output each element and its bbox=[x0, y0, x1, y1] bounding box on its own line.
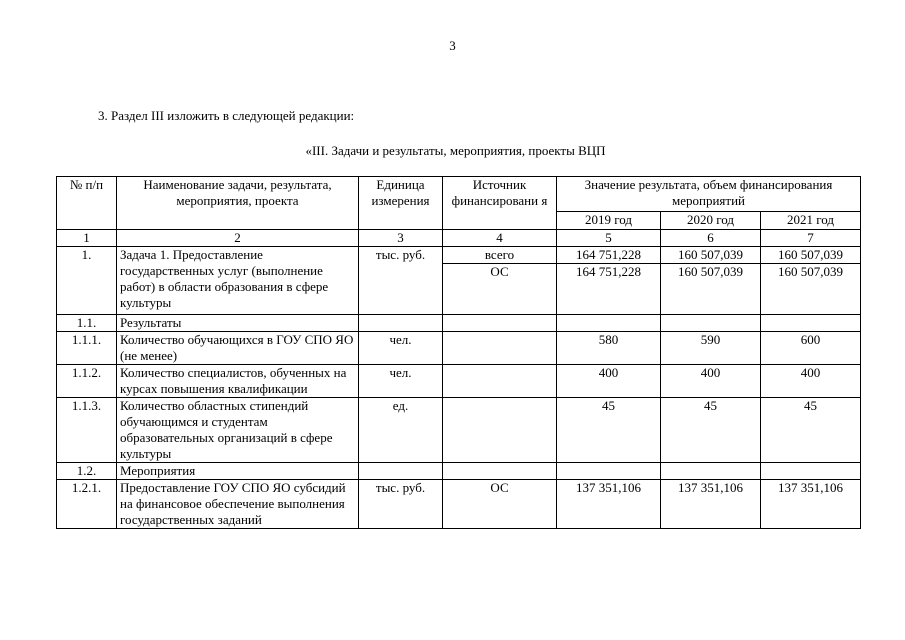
row-value-2019 bbox=[557, 315, 661, 332]
row-value-2019 bbox=[557, 463, 661, 480]
row-num: 1. bbox=[57, 247, 117, 315]
row-unit: тыс. руб. bbox=[359, 247, 443, 315]
table-row bbox=[57, 332, 861, 365]
row-value-2021: 600 bbox=[761, 332, 861, 365]
row-value-2021 bbox=[761, 315, 861, 332]
row-num: 1.1.3. bbox=[57, 398, 117, 463]
column-number: 1 bbox=[57, 230, 117, 247]
row-value-2020: 160 507,039 bbox=[661, 264, 761, 315]
table-row bbox=[57, 398, 861, 463]
row-source bbox=[443, 463, 557, 480]
row-num: 1.1.1. bbox=[57, 332, 117, 365]
table-row bbox=[57, 247, 861, 264]
row-num: 1.2. bbox=[57, 463, 117, 480]
column-number: 3 bbox=[359, 230, 443, 247]
table-row bbox=[57, 463, 861, 480]
row-unit: чел. bbox=[359, 332, 443, 365]
row-num: 1.1.2. bbox=[57, 365, 117, 398]
table-row bbox=[57, 365, 861, 398]
row-value-2020: 45 bbox=[661, 398, 761, 463]
vcp-table bbox=[56, 176, 861, 529]
row-value-2020: 137 351,106 bbox=[661, 480, 761, 529]
header-year-2021: 2021 год bbox=[761, 212, 861, 230]
row-num: 1.1. bbox=[57, 315, 117, 332]
row-unit bbox=[359, 315, 443, 332]
row-name: Предоставление ГОУ СПО ЯО субсидий на финансовое обеспечение выполнения государственных заданий bbox=[117, 480, 359, 529]
table-row bbox=[57, 480, 861, 529]
row-source bbox=[443, 365, 557, 398]
table-row bbox=[57, 315, 861, 332]
column-number: 2 bbox=[117, 230, 359, 247]
header-year-2020: 2020 год bbox=[661, 212, 761, 230]
header-value: Значение результата, объем финансирования мероприятий bbox=[557, 177, 861, 212]
page-number: 3 bbox=[449, 38, 456, 53]
row-value-2020: 160 507,039 bbox=[661, 247, 761, 264]
column-number: 4 bbox=[443, 230, 557, 247]
row-name: Количество областных стипендий обучающимся и студентам образовательных организаций в сфере культуры bbox=[117, 398, 359, 463]
row-source bbox=[443, 398, 557, 463]
row-unit: тыс. руб. bbox=[359, 480, 443, 529]
row-name: Задача 1. Предоставление государственных услуг (выполнение работ) в области образования в сфере культуры bbox=[117, 247, 359, 315]
row-value-2021: 137 351,106 bbox=[761, 480, 861, 529]
row-value-2019: 164 751,228 bbox=[557, 247, 661, 264]
row-unit: чел. bbox=[359, 365, 443, 398]
row-value-2021: 400 bbox=[761, 365, 861, 398]
row-name: Количество специалистов, обученных на курсах повышения квалификации bbox=[117, 365, 359, 398]
row-source bbox=[443, 332, 557, 365]
row-source bbox=[443, 315, 557, 332]
header-row bbox=[57, 177, 861, 212]
row-value-2021: 160 507,039 bbox=[761, 247, 861, 264]
header-name: Наименование задачи, результата, мероприятия, проекта bbox=[117, 177, 359, 230]
row-value-2021: 45 bbox=[761, 398, 861, 463]
row-unit: ед. bbox=[359, 398, 443, 463]
row-unit bbox=[359, 463, 443, 480]
header-unit: Единица измерения bbox=[359, 177, 443, 230]
row-value-2019: 45 bbox=[557, 398, 661, 463]
row-num: 1.2.1. bbox=[57, 480, 117, 529]
header-source: Источник финансировани я bbox=[443, 177, 557, 230]
row-name: Результаты bbox=[117, 315, 359, 332]
column-numbers-row bbox=[57, 230, 861, 247]
row-source: ОС bbox=[443, 480, 557, 529]
row-value-2019: 580 bbox=[557, 332, 661, 365]
row-name: Количество обучающихся в ГОУ СПО ЯО (не менее) bbox=[117, 332, 359, 365]
row-value-2020 bbox=[661, 315, 761, 332]
row-name: Мероприятия bbox=[117, 463, 359, 480]
row-value-2020: 400 bbox=[661, 365, 761, 398]
row-value-2020 bbox=[661, 463, 761, 480]
row-value-2019: 164 751,228 bbox=[557, 264, 661, 315]
row-value-2021 bbox=[761, 463, 861, 480]
row-value-2019: 137 351,106 bbox=[557, 480, 661, 529]
intro-text: 3. Раздел III изложить в следующей редакции: bbox=[98, 108, 355, 123]
row-source: всего bbox=[443, 247, 557, 264]
column-number: 6 bbox=[661, 230, 761, 247]
section-title: «III. Задачи и результаты, мероприятия, проекты ВЦП bbox=[305, 143, 606, 158]
row-value-2020: 590 bbox=[661, 332, 761, 365]
column-number: 7 bbox=[761, 230, 861, 247]
row-value-2021: 160 507,039 bbox=[761, 264, 861, 315]
row-source: ОС bbox=[443, 264, 557, 315]
header-num: № п/п bbox=[57, 177, 117, 230]
header-year-2019: 2019 год bbox=[557, 212, 661, 230]
row-value-2019: 400 bbox=[557, 365, 661, 398]
column-number: 5 bbox=[557, 230, 661, 247]
